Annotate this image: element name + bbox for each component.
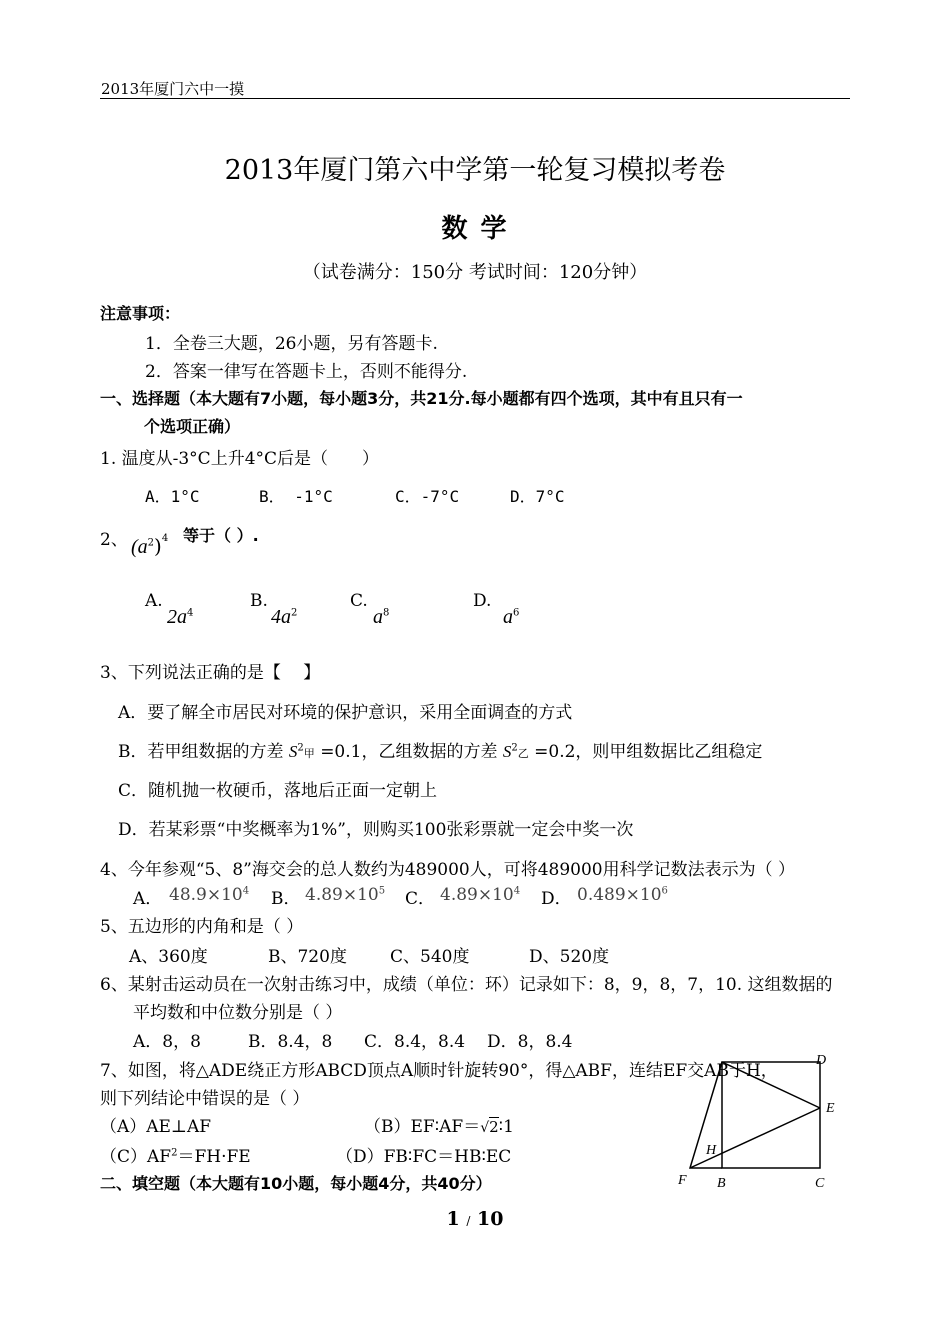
q2-option-d: $a^6$ [503,606,520,628]
q3-option-c: C．随机抛一枚硬币，落地后正面一定朝上 [118,781,438,801]
subject-title: 数 学 [441,214,509,244]
segment-ef [690,1108,820,1168]
q7-option-b: （B）EF∶AF＝√2∶1 [364,1117,514,1137]
q4-option-c-label: C． [405,889,436,909]
question-4-stem: 4、今年参观“5、8”海交会的总人数约为489000人，可将489000用科学记数法表示为（ ） [100,860,796,880]
question-2-suffix: 等于（ ）. [183,526,259,545]
q3-option-a: A．要了解全市居民对环境的保护意识，采用全面调查的方式 [118,703,573,723]
q1-option-c: C．-7°C [395,487,460,506]
q6-option-c: C．8.4，8.4 [364,1032,466,1052]
question-6-stem-cont: 平均数和中位数分别是（ ） [133,1003,343,1023]
question-5-stem: 5、五边形的内角和是（ ） [100,917,304,937]
label-h: H [706,1143,717,1158]
q4-option-a: $48.9\times 10^4$ [169,885,250,905]
question-6-stem: 6、某射击运动员在一次射击练习中，成绩（单位：环）记录如下：8，9，8，7，10. 这组数据的 [100,975,833,995]
q2-option-c-label: C. [350,591,368,611]
question-2-expression: $(a^2)^4$ [131,533,169,558]
label-d: D [816,1053,827,1068]
notice-heading: 注意事项： [100,304,181,323]
q1-option-d: D．7°C [510,487,565,506]
notice-item: 2．答案一律写在答题卡上，否则不能得分. [145,362,468,382]
question-7-stem-cont: 则下列结论中错误的是（ ） [100,1089,310,1109]
q2-option-a: $2a^4$ [167,606,194,628]
q5-option-a: A、360度 [129,947,208,967]
q2-option-c: $a^8$ [373,606,390,628]
q5-option-d: D、520度 [529,947,610,967]
section-2-heading: 二、填空题（本大题有10小题，每小题4分，共40分） [100,1174,492,1193]
q4-option-d: $0.489\times 10^6$ [577,885,668,905]
q4-option-a-label: A． [133,889,163,909]
q2-option-a-label: A. [145,591,163,611]
q4-option-c: $4.89\times 10^4$ [440,885,521,905]
q4-option-b-label: B． [271,889,301,909]
segment-ae [722,1062,820,1108]
exam-info: （试卷满分：150分 考试时间：120分钟） [302,262,648,283]
q5-option-c: C、540度 [390,947,470,967]
label-f: F [678,1173,687,1188]
q5-option-b: B、720度 [268,947,347,967]
notice-item: 1．全卷三大题，26小题，另有答题卡. [145,334,438,354]
q4-option-d-label: D． [541,889,572,909]
q1-option-b: B． -1°C [259,487,333,506]
q7-option-c: $(C)AF^2=FH\cdot FE$ [100,1147,251,1167]
question-2-number: 2、 [100,530,128,550]
q3-option-b: B．若甲组数据的方差 $S^2$甲 =0.1，乙组数据的方差 $S^2$乙 =0.2，则甲组数据比乙组稳定 [118,742,763,762]
q7-geometry-figure [670,1050,850,1190]
q6-option-d: D．8，8.4 [487,1032,573,1052]
section-1-heading: 一、选择题（本大题有7小题，每小题3分，共21分.每小题都有四个选项，其中有且只有一 [100,389,743,408]
q2-option-b-label: B. [250,591,268,611]
question-7-stem: 7、如图，将△ADE绕正方形ABCD顶点A顺时针旋转90°，得△ABF，连结EF交AB于H， [100,1061,778,1081]
page-title: 2013年厦门第六中学第一轮复习模拟考卷 [224,155,726,186]
label-c: C [815,1176,825,1190]
page-number: 1 / 10 [446,1208,504,1230]
q1-option-a: A．1°C [145,487,200,506]
q7-option-d: （D）FB∶FC＝HB∶EC [336,1147,512,1167]
running-header: 2013年厦门六中一摸 [101,80,245,98]
header-rule [100,98,850,99]
q2-option-d-label: D. [473,591,492,611]
q6-option-b: B．8.4，8 [248,1032,333,1052]
section-1-heading-cont: 个选项正确） [144,417,241,436]
q7-option-a: （A）AE⊥AF [100,1117,212,1137]
question-1-stem: 1. 温度从-3°C上升4°C后是（ ） [100,449,380,469]
q6-option-a: A．8，8 [133,1032,201,1052]
label-e: E [826,1101,835,1116]
question-3-stem: 3、下列说法正确的是【 】 [100,663,321,683]
q4-option-b: $4.89\times 10^5$ [305,885,386,905]
q3-option-d: D．若某彩票“中奖概率为1%”，则购买100张彩票就一定会中奖一次 [118,820,634,840]
q2-option-b: $4a^2$ [271,606,298,628]
label-b: B [717,1176,726,1190]
